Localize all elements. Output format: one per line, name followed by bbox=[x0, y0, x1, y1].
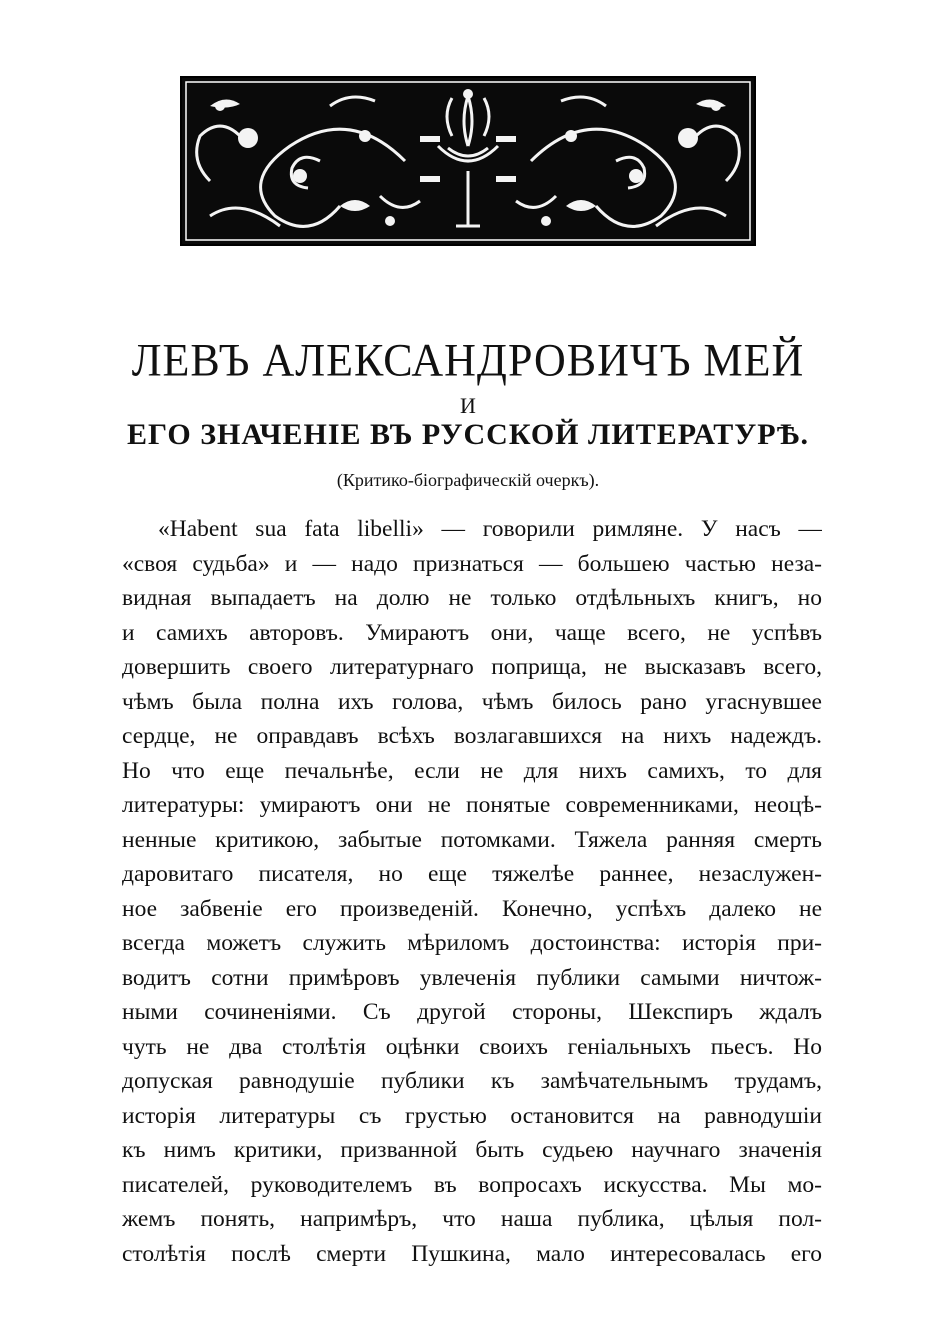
text-line: чуть не два столѣтія оцѣнки своихъ геніальныхъ пьесъ. Но bbox=[122, 1033, 822, 1060]
text-line: литературы: умираютъ они не понятые современниками, неоцѣ- bbox=[122, 792, 822, 818]
text-line: «своя судьба» и — надо признаться — большею частью неза- bbox=[122, 550, 822, 577]
text-line: допуская равнодушіе публики къ замѣчательнымъ трудамъ, bbox=[122, 1068, 822, 1094]
body-paragraph bbox=[122, 512, 822, 1271]
text-line: писателей, руководителемъ въ вопросахъ искусства. Мы мо- bbox=[122, 1171, 822, 1198]
text-line: ными сочиненіями. Съ другой стороны, Шекспиръ ждалъ bbox=[122, 999, 822, 1025]
text-line: видная выпадаетъ на долю не только отдѣльныхъ книгъ, но bbox=[122, 585, 822, 611]
text-line: исторія литературы съ грустью остановится на равнодушіи bbox=[122, 1102, 822, 1129]
text-line: и самихъ авторовъ. Умираютъ они, чаще всего, не успѣвъ bbox=[122, 619, 822, 646]
text-line: сердце, не оправдавъ всѣхъ возлагавшихся на нихъ надеждъ. bbox=[122, 723, 822, 749]
text-line: ненные критикою, забытые потомками. Тяжела ранняя смерть bbox=[122, 826, 822, 853]
title-secondary: ЕГО ЗНАЧЕНІЕ ВЪ РУССКОЙ ЛИТЕРАТУРѢ. bbox=[127, 418, 809, 451]
text-line: всегда можетъ служить мѣриломъ достоинства: исторія при- bbox=[122, 930, 822, 956]
text-line: довершить своего литературнаго поприща, не высказавъ всего, bbox=[122, 654, 822, 680]
text-line: ное забвеніе его произведеній. Конечно, успѣхъ далеко не bbox=[122, 895, 822, 922]
ornamental-headpiece bbox=[180, 76, 756, 246]
text-line: жемъ понять, напримѣръ, что наша публика, цѣлыя пол- bbox=[122, 1206, 822, 1232]
title-main: ЛЕВЪ АЛЕКСАНДРОВИЧЪ МЕЙ bbox=[131, 334, 805, 387]
text-line: къ нимъ критики, призванной быть судьею научнаго значенія bbox=[122, 1137, 822, 1163]
text-line: даровитаго писателя, но еще тяжелѣе раннее, незаслужен- bbox=[122, 861, 822, 887]
text-line: столѣтія послѣ смерти Пушкина, мало интересовалась его bbox=[122, 1240, 822, 1267]
text-line: «Habent sua fata libelli» — говорили римляне. У насъ — bbox=[158, 516, 822, 542]
text-line: чѣмъ была полна ихъ голова, чѣмъ билось рано угаснувшее bbox=[122, 688, 822, 715]
text-line: водитъ сотни примѣровъ увлеченія публики самыми ничтож- bbox=[122, 964, 822, 991]
text-line: Но что еще печальнѣе, если не для нихъ самихъ, то для bbox=[122, 757, 822, 784]
subtitle: (Критико-біографическій очеркъ). bbox=[336, 470, 600, 490]
title-conjunction: И bbox=[460, 393, 476, 418]
